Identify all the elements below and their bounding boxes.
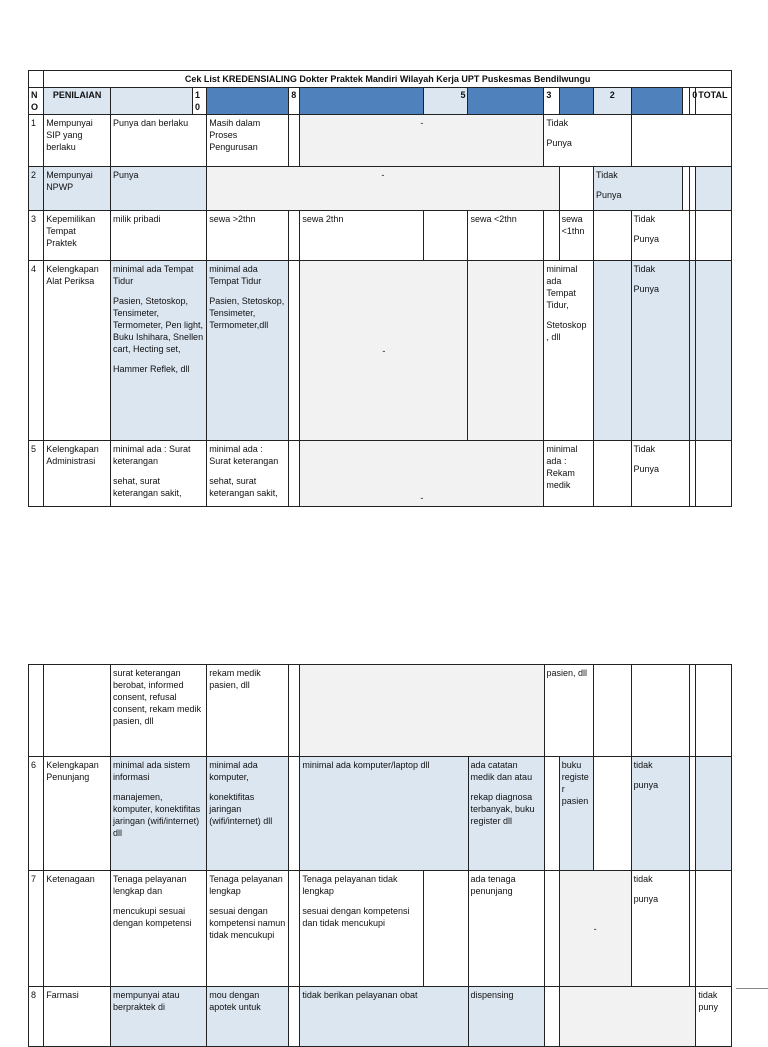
score-2-cell: sewa <1thn [559, 211, 593, 261]
score-2-cell: pasien, dll [544, 665, 594, 757]
score-8-cell [207, 757, 289, 871]
score-10-cell [111, 757, 207, 871]
document-title: Cek List KREDENSIALING Dokter Praktek Mandiri Wilayah Kerja UPT Puskesmas Bendilwungu [44, 71, 732, 88]
criteria-name: Ketenagaan [44, 871, 111, 987]
blank-cell [468, 261, 544, 441]
score-3-cell: dispensing [468, 987, 544, 1047]
table-row [29, 441, 732, 507]
row-number: 3 [29, 211, 44, 261]
score-5-cell: - [300, 115, 544, 167]
header-total: TOTAL [696, 88, 732, 115]
score-2-cell [544, 261, 594, 441]
score-8-cell [207, 441, 289, 507]
page-edge-line [736, 988, 768, 989]
cell-text: Tenaga pelayanan lengkap dan [113, 874, 187, 896]
cell-text: Punya [633, 284, 660, 294]
table-row [29, 757, 732, 871]
blank-cell [544, 871, 559, 987]
cell-text: minimal ada Tempat Tidur, [546, 264, 578, 310]
cell-text: minimal ada : Surat keterangan [113, 444, 191, 466]
score-0-cell [631, 211, 690, 261]
blank-cell [594, 211, 631, 261]
cell-text: Punya [633, 464, 660, 474]
table-row [29, 115, 732, 167]
cell-text: Stetoskop , dll [546, 320, 587, 342]
blank-cell [594, 757, 631, 871]
header-blank-10 [111, 88, 193, 115]
criteria-name: Kelengkapan Penunjang [44, 757, 111, 871]
header-score-5: 5 [423, 88, 468, 115]
score-2-cell [594, 167, 683, 211]
header-score-8: 8 [289, 88, 300, 115]
criteria-name: Mempunyai NPWP [44, 167, 111, 211]
cell-text: minimal ada komputer, [209, 760, 258, 782]
blank-cell [289, 211, 300, 261]
header-blank-2 [631, 88, 683, 115]
page-2 [0, 664, 768, 1024]
cell-text: Tidak [633, 444, 656, 454]
score-8-cell: Masih dalam Proses Pengurusan [207, 115, 289, 167]
score-3-cell: ada tenaga penunjang [468, 871, 544, 987]
row-number: 6 [29, 757, 44, 871]
score-10-cell [111, 261, 207, 441]
score-8-cell: sewa >2thn [207, 211, 289, 261]
header-penilaian: PENILAIAN [44, 88, 111, 115]
cell-text: Punya [633, 234, 660, 244]
table-row [29, 211, 732, 261]
total-cell [696, 757, 732, 871]
blank-cell [289, 115, 300, 167]
row-number: 1 [29, 115, 44, 167]
blank-cell [289, 261, 300, 441]
score-10-cell [111, 441, 207, 507]
criteria-name: Kelengkapan Administrasi [44, 441, 111, 507]
cell-text: minimal ada Tempat Tidur [209, 264, 262, 286]
score-0-cell [631, 665, 690, 757]
score-10-cell: Punya [111, 167, 207, 211]
blank-cell [544, 757, 559, 871]
score-0-cell [631, 261, 690, 441]
total-cell [696, 167, 732, 211]
cell-text: Pasien, Stetoskop, Tensimeter, Termometer,dll [209, 296, 285, 330]
cell-text: tidak [633, 874, 653, 884]
score-3-cell: sewa <2thn [468, 211, 544, 261]
blank-cell [594, 441, 631, 507]
header-score-2: 2 [594, 88, 631, 115]
criteria-name: Mempunyai SIP yang berlaku [44, 115, 111, 167]
blank-cell [683, 167, 690, 211]
cell-text: Tidak [546, 118, 569, 128]
cell-text: Tidak [633, 214, 656, 224]
criteria-name [44, 665, 111, 757]
score-8-cell: mou dengan apotek untuk [207, 987, 289, 1047]
score-10-cell: mempunyai atau berpraktek di [111, 987, 207, 1047]
score-10-cell: milik pribadi [111, 211, 207, 261]
criteria-name: Farmasi [44, 987, 111, 1047]
score-5-cell [300, 665, 544, 757]
score-2-cell: - [559, 871, 631, 987]
header-score-0: 0 [690, 88, 696, 115]
score-3-cell [544, 115, 631, 167]
score-5-cell: tidak berikan pelayanan obat [300, 987, 468, 1047]
row-number: 5 [29, 441, 44, 507]
score-8-cell [207, 871, 289, 987]
cell-text: minimal ada Tempat Tidur [113, 264, 194, 286]
row-number: 8 [29, 987, 44, 1047]
blank-cell [423, 211, 468, 261]
header-score-10: 10 [193, 88, 207, 115]
score-2-cell: minimal ada : Rekam medik [544, 441, 594, 507]
table-row [29, 987, 732, 1047]
total-cell [696, 211, 732, 261]
cell-text: sehat, surat keterangan sakit, [113, 476, 182, 498]
score-0-cell [631, 757, 690, 871]
cell-text: tidak [633, 760, 653, 770]
score-2-cell [559, 987, 696, 1047]
cell-text: minimal ada sistem informasi [113, 760, 191, 782]
header-blank-8b [300, 88, 424, 115]
table-row [29, 665, 732, 757]
cell-text: ada catatan medik dan atau [470, 760, 533, 782]
score-5-cell: - [300, 261, 468, 441]
score-3-cell [468, 757, 544, 871]
cell-text: mencukupi sesuai dengan kompetensi [113, 906, 192, 928]
cell-text: sesuai dengan kompetensi namun tidak mencukupi [209, 906, 286, 940]
blank-cell [594, 665, 631, 757]
blank-cell [289, 441, 300, 507]
blank-cell [544, 987, 559, 1047]
checklist-table-continued [28, 664, 732, 1047]
header-blank-5 [468, 88, 544, 115]
header-blank-8a [207, 88, 289, 115]
header-score-3: 3 [544, 88, 559, 115]
blank-cell [289, 987, 300, 1047]
blank-cell [559, 167, 593, 211]
criteria-name: Kelengkapan Alat Periksa [44, 261, 111, 441]
cell-text: rekap diagnosa terbanyak, buku register dll [470, 792, 535, 826]
blank-cell [289, 871, 300, 987]
criteria-name: Kepemilikan Tempat Praktek [44, 211, 111, 261]
total-cell [696, 261, 732, 441]
header-blank-3 [559, 88, 593, 115]
row-number: 2 [29, 167, 44, 211]
total-cell [696, 441, 732, 507]
cell-text: Tidak [596, 170, 618, 180]
score-5-cell: - [300, 441, 544, 507]
score-2-cell: buku register pasien [559, 757, 593, 871]
table-row [29, 871, 732, 987]
row-number [29, 665, 44, 757]
total-cell [631, 115, 732, 167]
header-no: NO [29, 88, 44, 115]
score-5-cell: - [207, 167, 559, 211]
cell-text: konektifitas jaringan (wifi/internet) dll [209, 792, 273, 826]
blank-cell [544, 211, 559, 261]
cell-text: punya [633, 780, 659, 790]
cell-text: Punya [546, 138, 572, 148]
total-cell [696, 665, 732, 757]
score-10-cell: Punya dan berlaku [111, 115, 207, 167]
cell-text: Tidak [633, 264, 656, 274]
score-0-cell [631, 441, 690, 507]
score-0-cell: tidak puny [696, 987, 732, 1047]
score-5-cell: minimal ada komputer/laptop dll [300, 757, 468, 871]
table-row [29, 261, 732, 441]
score-10-cell [111, 871, 207, 987]
score-8-cell [207, 261, 289, 441]
cell-text: Tenaga pelayanan tidak lengkap [302, 874, 398, 896]
table-row [29, 167, 732, 211]
score-5-cell [300, 871, 424, 987]
score-5-cell: sewa 2thn [300, 211, 424, 261]
header-row [29, 88, 732, 115]
blank-cell [289, 757, 300, 871]
cell-text: sesuai dengan kompetensi dan tidak mencukupi [302, 906, 410, 928]
checklist-table [28, 70, 732, 507]
header-blank-0 [683, 88, 690, 115]
cell-text: Punya [596, 190, 622, 200]
cell-text: Pasien, Stetoskop, Tensimeter, Termometer, Pen light, Buku Ishihara, Snellen cart, Hecting set, [113, 296, 204, 354]
blank-cell [289, 665, 300, 757]
total-cell [696, 871, 732, 987]
title-spacer [29, 71, 44, 88]
cell-text: sehat, surat keterangan sakit, [209, 476, 278, 498]
row-number: 4 [29, 261, 44, 441]
cell-text: Tenaga pelayanan lengkap [209, 874, 283, 896]
cell-text: manajemen, komputer, konektifitas jaringan (wifi/internet) dll [113, 792, 201, 838]
cell-text: Hammer Reflek, dll [113, 364, 190, 374]
cell-text: minimal ada : Surat keterangan [209, 444, 279, 466]
score-10-cell: surat keterangan berobat, informed consent, refusal consent, rekam medik pasien, dll [111, 665, 207, 757]
blank-cell [423, 871, 468, 987]
cell-text: punya [633, 894, 659, 904]
blank-cell [594, 261, 631, 441]
score-8-cell: rekam medik pasien, dll [207, 665, 289, 757]
score-0-cell [631, 871, 690, 987]
row-number: 7 [29, 871, 44, 987]
